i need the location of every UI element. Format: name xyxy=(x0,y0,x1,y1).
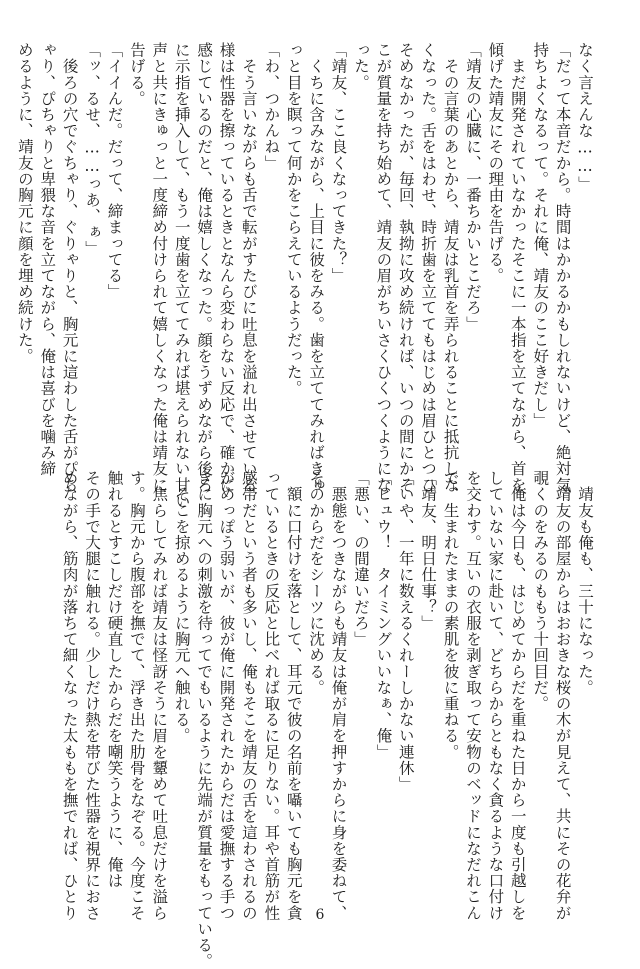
text-line: 「靖友、明日仕事？」 xyxy=(419,470,438,631)
text-line: なく言えんな……」 xyxy=(576,42,594,192)
text-line: がめっぽう弱いが、彼が俺に開発されたからだは愛撫する手つ xyxy=(217,470,236,921)
text-line: 「ッ、るせ、……っあ、ぁ」 xyxy=(83,42,102,257)
text-line: していない家に赴いて、どちらからともなく貪るような口付け xyxy=(486,470,505,921)
text-line: 「イイんだ。だって、締まってる」 xyxy=(105,42,124,300)
text-line: 感じているのだと、俺は嬉しくなった。顔をうずめながら後ろ xyxy=(195,42,214,493)
text-line: 「靖友、ここ良くなってきた？」 xyxy=(329,42,348,284)
text-line: 持ちよくなるって。それに俺、靖友のここ好きだし」 xyxy=(531,42,550,429)
text-line: す。胸元から腹部を撫でて、浮き出た肋骨をなぞる。今度こそ xyxy=(127,470,146,921)
text-line: 告げる。 xyxy=(127,42,146,107)
text-line: 後ろの穴でぐちゃり、ぐりゃりと、胸元に這わした舌がぴち xyxy=(60,42,79,493)
lower-text-block xyxy=(36,470,596,969)
page-number: 6 xyxy=(315,907,325,923)
text-line: 悪態をつきながらも靖友は俺が肩を押すからに身を委ねて、 xyxy=(329,470,348,921)
text-line: ゃり、ぴちゃりと卑猥な音を立てながら、俺は喜びを噛み締 xyxy=(38,42,57,477)
text-line: 焦らしてみれば靖友は怪訝そうに眉を顰めて吐息だけを溢ら xyxy=(150,470,169,921)
text-line: 靖友も俺も、三十になった。 xyxy=(576,470,594,696)
text-line: った。 xyxy=(351,42,370,91)
text-line: 触れるとすこしだけ硬直したからだを嘲笑うように、俺は xyxy=(105,470,124,889)
text-line: その手で大腿に触れる。少しだけ熱を帯びた性器を視界におさ xyxy=(83,470,102,921)
text-line: めながら、筋肉が落ちて細くなった太ももを撫でれば、ひとり xyxy=(60,470,79,921)
text-line: めるように、靖友の胸元に顔を埋め続けた。 xyxy=(15,42,34,364)
text-line: で、生まれたままの素肌を彼に重ねる。 xyxy=(441,470,460,760)
text-line: 「ヒュウ！ タイミングいいなぁ、俺」 xyxy=(374,470,393,760)
text-line: っているときの反応と比べれば取るに足りない。耳や首筋が性 xyxy=(262,470,281,921)
text-line: 覗くのをみるのももう十回目だ。 xyxy=(531,470,550,712)
text-line: くちに含みながら、上目に彼をみる。歯を立ててみればきゅ xyxy=(307,42,326,493)
text-line: その言葉のあとから、靖友は乳首を弄られることに抵抗しな xyxy=(441,42,460,493)
text-line: 様は性器を擦っているときとなんら変わらない反応で、確かに xyxy=(217,42,236,493)
text-line: そう言いながらも舌で転がすたびに吐息を溢れ出させている xyxy=(239,42,258,493)
text-line: そこを掠めるように胸元へ触れる。 xyxy=(172,470,191,744)
text-line: こが質量を持ち始めて、靖友の眉がちいさくひくつくようにな xyxy=(374,42,393,493)
text-line: 傾げた靖友にその理由を告げる。 xyxy=(486,42,505,284)
text-line: っと目を瞑って何かをこらえているようだった。 xyxy=(284,42,303,397)
text-line: を交わす。互いの衣服を剥ぎ取って安物のベッドになだれこん xyxy=(463,470,482,921)
text-line: 俺は今日も、はじめてからだを重ねた日から一度も引越しを xyxy=(508,470,527,921)
text-line: そのからだをシーツに沈める。 xyxy=(307,470,326,696)
text-line: まだ開発されていなかったそこに一本指を立てながら、首を xyxy=(508,42,527,493)
text-line: 「靖友の心臓に、一番ちかいとこだろ」 xyxy=(463,42,482,332)
upper-text-block xyxy=(15,42,596,509)
text-line: 感帯だという者も多いし、俺もそこを靖友の舌を這わされるの xyxy=(239,470,258,921)
text-line: 「いや、一年に数えるくれーしかない連休」 xyxy=(396,470,415,792)
text-line: 「だって本音だから。時間はかかるかもしれないけど、絶対気 xyxy=(553,42,572,493)
text-line: きに胸元への刺激を待ってでもいるように先端が質量をもっている。 xyxy=(195,470,214,969)
text-line: 額に口付けを落として、耳元で彼の名前を囁いても胸元を貪 xyxy=(284,470,303,921)
text-line: 声と共にきゅっと一度締め付けられて嬉しくなった俺は靖友に xyxy=(150,42,169,493)
text-line: 「悪い、の間違いだろ」 xyxy=(351,470,370,648)
text-line: そめなかったが、毎回、執拗に攻め続ければ、いつの間にかそ xyxy=(396,42,415,493)
text-line: 靖友の部屋からはおおきな桜の木が見えて、共にその花弁が xyxy=(553,470,572,921)
text-line: 「わ、つかんね」 xyxy=(262,42,281,171)
text-line: くなった。舌をはわせ、時折歯を立ててもはじめは眉ひとつひ xyxy=(419,42,438,493)
text-line: に示指を挿入して、もう一度歯を立ててみれば堪えられない甘い xyxy=(172,42,191,509)
